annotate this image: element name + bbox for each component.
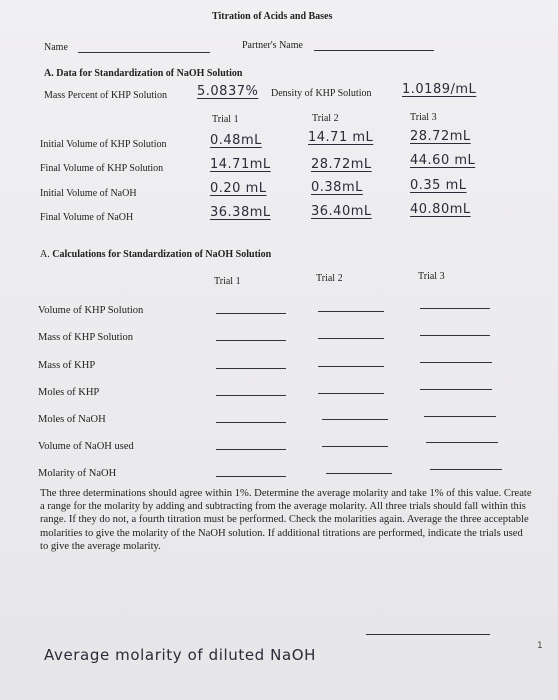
calc-trial-1-header: Trial 1 bbox=[214, 276, 241, 287]
data-trial-2-header: Trial 2 bbox=[312, 113, 339, 124]
data-row-value: 0.48mL bbox=[210, 133, 262, 148]
calc-row-label: Volume of KHP Solution bbox=[38, 305, 144, 316]
average-molarity-line bbox=[366, 634, 490, 635]
mass-percent-label: Mass Percent of KHP Solution bbox=[44, 90, 167, 101]
calc-trial-3-header: Trial 3 bbox=[418, 271, 445, 282]
data-row-label: Final Volume of NaOH bbox=[40, 212, 134, 223]
calc-row-label: Moles of NaOH bbox=[38, 414, 106, 425]
data-row-value: 14.71mL bbox=[210, 157, 271, 172]
data-row-value: 28.72mL bbox=[410, 129, 471, 144]
calc-blank bbox=[420, 389, 492, 390]
section-a-heading: A. Data for Standardization of NaOH Solution bbox=[44, 68, 243, 79]
calc-blank bbox=[426, 442, 498, 443]
partner-name-label: Partner's Name bbox=[242, 40, 303, 51]
calc-blank bbox=[318, 338, 384, 339]
calc-blank bbox=[322, 419, 388, 420]
calc-blank bbox=[216, 368, 286, 369]
calc-blank bbox=[420, 335, 490, 336]
calc-row-label: Mass of KHP Solution bbox=[38, 332, 133, 343]
calc-row-label: Mass of KHP bbox=[38, 360, 96, 371]
calc-blank bbox=[420, 308, 490, 309]
data-row-label: Initial Volume of NaOH bbox=[40, 188, 137, 199]
data-row-value: 0.20 mL bbox=[210, 181, 267, 196]
calc-blank bbox=[216, 449, 286, 450]
calc-blank bbox=[318, 366, 384, 367]
data-row-value: 28.72mL bbox=[311, 157, 372, 172]
calc-blank bbox=[318, 311, 384, 312]
data-trial-3-header: Trial 3 bbox=[410, 112, 437, 123]
data-row-value: 14.71 mL bbox=[308, 130, 374, 145]
calc-row-label: Molarity of NaOH bbox=[38, 468, 117, 479]
calc-blank bbox=[216, 476, 286, 477]
calc-blank bbox=[216, 395, 286, 396]
calc-blank bbox=[216, 340, 286, 341]
data-row-value: 40.80mL bbox=[410, 202, 471, 217]
density-label: Density of KHP Solution bbox=[271, 88, 372, 99]
calc-blank bbox=[430, 469, 502, 470]
calc-row-label: Volume of NaOH used bbox=[38, 441, 134, 452]
data-row-value: 36.38mL bbox=[210, 205, 271, 220]
calc-blank bbox=[216, 422, 286, 423]
calc-blank bbox=[318, 393, 384, 394]
density-value: 1.0189/mL bbox=[402, 82, 477, 97]
data-trial-1-header: Trial 1 bbox=[212, 114, 239, 125]
data-row-value: 0.35 mL bbox=[410, 178, 467, 193]
data-row-label: Final Volume of KHP Solution bbox=[40, 163, 164, 174]
calc-blank bbox=[326, 473, 392, 474]
name-line bbox=[78, 52, 210, 53]
name-label: Name bbox=[44, 42, 68, 53]
calc-blank bbox=[420, 362, 492, 363]
calc-row-label: Moles of KHP bbox=[38, 387, 100, 398]
calc-blank bbox=[424, 416, 496, 417]
calc-trial-2-header: Trial 2 bbox=[316, 273, 343, 284]
calc-section-heading: A. Calculations for Standardization of NaOH Solution bbox=[40, 249, 272, 260]
calc-blank bbox=[322, 446, 388, 447]
page-number: 1 bbox=[537, 641, 543, 651]
worksheet-title: Titration of Acids and Bases bbox=[212, 11, 333, 22]
mass-percent-value: 5.0837% bbox=[197, 84, 259, 99]
data-row-value: 44.60 mL bbox=[410, 153, 476, 168]
partner-name-line bbox=[314, 50, 434, 51]
data-row-value: 36.40mL bbox=[311, 204, 372, 219]
data-row-label: Initial Volume of KHP Solution bbox=[40, 139, 167, 150]
calc-blank bbox=[216, 313, 286, 314]
instructions-paragraph: The three determinations should agree within 1%. Determine the average molarity and take 1% of this value. Create a range for the molarity by adding and subtracting from the average molarity. All three trials should fall within this range. If they do not, a fourth titration must be performed. Check the molarities again. Average the three acceptable molarities to give the molarity of the NaOH solution. If additional titrations are performed, indicate the trials used to give the average molarity. bbox=[40, 488, 532, 552]
average-molarity-label: Average molarity of diluted NaOH bbox=[44, 646, 317, 664]
data-row-value: 0.38mL bbox=[311, 180, 363, 195]
